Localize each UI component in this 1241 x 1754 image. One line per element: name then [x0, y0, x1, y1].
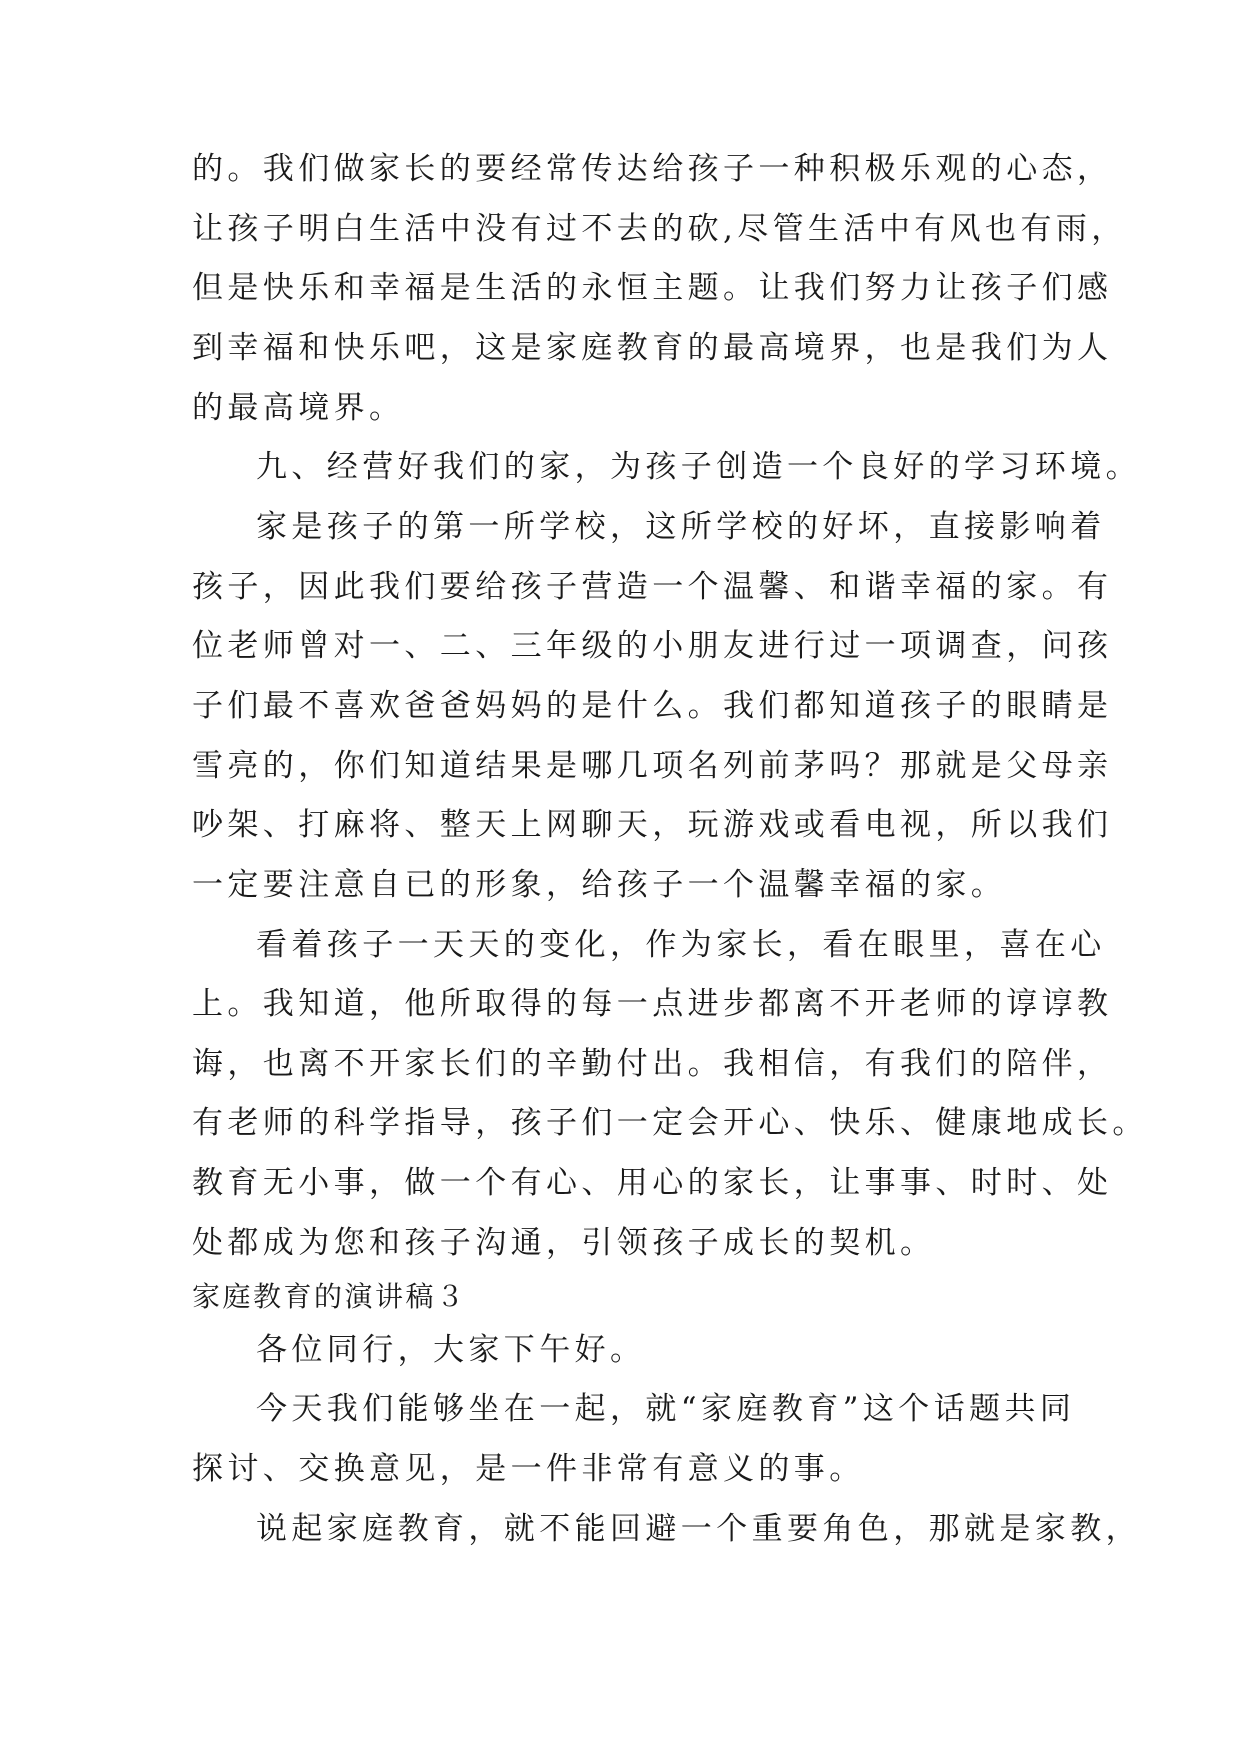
text-line: 到幸福和快乐吧，这是家庭教育的最高境界，也是我们为人 [192, 330, 1113, 366]
text-line: 但是快乐和幸福是生活的永恒主题。让我们努力让孩子们感 [192, 270, 1113, 306]
text-line: 子们最不喜欢爸爸妈妈的是什么。我们都知道孩子的眼睛是 [192, 688, 1113, 724]
text-line: 看着孩子一天天的变化，作为家长，看在眼里，喜在心 [256, 927, 1106, 963]
text-line: 处都成为您和孩子沟通，引领孩子成长的契机。 [192, 1225, 936, 1261]
text-line: 吵架、打麻将、整天上网聊天，玩游戏或看电视，所以我们 [192, 807, 1113, 843]
text-line: 一定要注意自已的形象，给孩子一个温馨幸福的家。 [192, 867, 1007, 903]
text-line: 孩子，因此我们要给孩子营造一个温馨、和谐幸福的家。有 [192, 569, 1113, 605]
text-line: 位老师曾对一、二、三年级的小朋友进行过一项调查，问孩 [192, 628, 1113, 664]
text-line: 说起家庭教育，就不能回避一个重要角色，那就是家教， [256, 1511, 1141, 1547]
section-heading: 九、经营好我们的家，为孩子创造一个良好的学习环境。 [256, 449, 1141, 485]
text-line: 雪亮的，你们知道结果是哪几项名列前茅吗？那就是父母亲 [192, 748, 1113, 784]
text-line: 教育无小事，做一个有心、用心的家长，让事事、时时、处 [192, 1165, 1113, 1201]
text-line: 各位同行，大家下午好。 [256, 1332, 646, 1368]
text-line: 的最高境界。 [192, 390, 405, 426]
text-line: 探讨、交换意见，是一件非常有意义的事。 [192, 1451, 865, 1487]
text-line: 诲，也离不开家长们的辛勤付出。我相信，有我们的陪伴， [192, 1046, 1113, 1082]
text-line: 让孩子明白生活中没有过不去的砍,尽管生活中有风也有雨， [192, 211, 1127, 247]
text-line: 今天我们能够坐在一起，就“家庭教育”这个话题共同 [256, 1391, 1076, 1427]
text-line: 有老师的科学指导，孩子们一定会开心、快乐、健康地成长。 [192, 1105, 1148, 1141]
document-title: 家庭教育的演讲稿３ [192, 1280, 467, 1313]
text-line: 的。我们做家长的要经常传达给孩子一种积极乐观的心态， [192, 151, 1113, 187]
text-line: 上。我知道，他所取得的每一点进步都离不开老师的谆谆教 [192, 986, 1113, 1022]
text-line: 家是孩子的第一所学校，这所学校的好坏，直接影响着 [256, 509, 1106, 545]
